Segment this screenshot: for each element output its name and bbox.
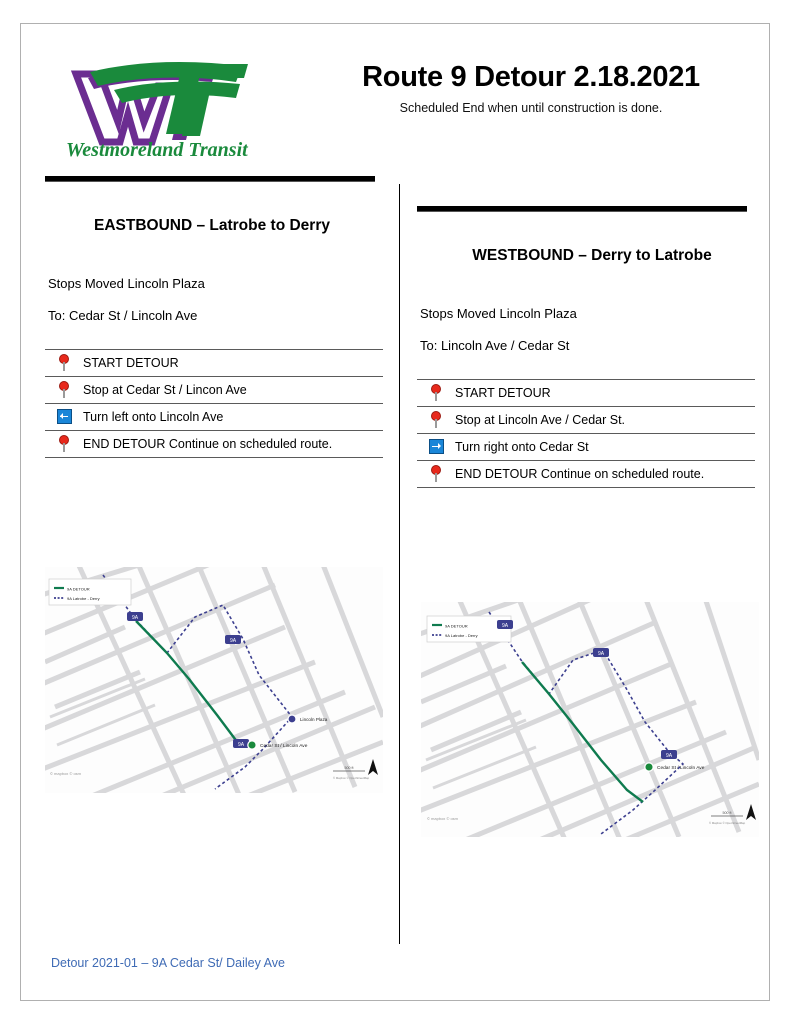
svg-text:9A: 9A [229,637,237,644]
map-attribution: © mapbox © osm [50,771,82,776]
column-divider [399,184,400,944]
footer-reference: Detour 2021-01 – 9A Cedar St/ Dailey Ave [51,956,285,970]
legend-label-route: 9A Latrobe - Derry [67,596,100,601]
map-pin-icon [58,381,70,398]
page-title: Route 9 Detour 2.18.2021 [362,61,700,93]
table-row [417,434,755,461]
turn-left-icon [57,409,72,424]
westbound-detour-map [421,602,759,837]
table-row [45,431,383,458]
route-shield [127,612,143,621]
map-pin-icon [430,384,442,401]
svg-text:© Mapbox © OpenStreetMap: © Mapbox © OpenStreetMap [333,776,370,780]
step-label: START DETOUR [455,380,755,407]
step-icon-cell [417,434,455,461]
route-shield [225,635,241,644]
step-icon-cell [417,380,455,407]
step-icon-cell [45,404,83,431]
legend-label-route: 9A Latrobe - Derry [445,633,478,638]
section-rule [45,176,375,182]
svg-text:9A: 9A [597,650,605,657]
westbound-heading: WESTBOUND – Derry to Latrobe [472,247,712,264]
eastbound-moved-to: To: Cedar St / Lincoln Ave [48,308,198,323]
step-icon-cell [45,431,83,458]
svg-text:500 ft: 500 ft [344,766,354,770]
step-icon-cell [417,461,455,488]
step-icon-cell [417,407,455,434]
step-label: Turn right onto Cedar St [455,434,755,461]
route-shield [497,620,513,629]
eastbound-stops-moved: Stops Moved Lincoln Plaza [48,276,205,291]
map-attribution: © mapbox © osm [427,816,459,821]
svg-text:9A: 9A [237,741,245,748]
map-pin-icon [58,435,70,452]
step-label: Turn left onto Lincoln Ave [83,404,383,431]
stop-label: Cedar St / Lincoln Ave [260,744,308,749]
westbound-column [417,206,757,488]
title-block [321,61,741,115]
table-row [45,377,383,404]
step-label: START DETOUR [83,350,383,377]
legend-label-detour: 9A DETOUR [67,586,90,592]
section-rule [417,206,747,212]
westbound-moved-to: To: Lincoln Ave / Cedar St [420,338,570,353]
route-shield [233,739,249,748]
table-row [417,380,755,407]
document-header [21,24,769,164]
page-subtitle: Scheduled End when until construction is done. [399,101,663,115]
route-shield [593,648,609,657]
westbound-steps-table [417,379,755,488]
stop-marker-lincoln-plaza [288,715,328,723]
map-pin-icon [58,354,70,371]
eastbound-column [45,176,385,458]
table-row [45,404,383,431]
step-label: END DETOUR Continue on scheduled route. [83,431,383,458]
stop-label: Lincoln Plaza [300,717,328,722]
map-canvas [421,602,759,837]
map-legend [427,616,511,642]
westmoreland-transit-logo [66,56,296,161]
step-icon-cell [45,350,83,377]
turn-right-icon [429,439,444,454]
svg-text:© Mapbox © OpenStreetMap: © Mapbox © OpenStreetMap [709,821,746,825]
map-pin-icon [430,465,442,482]
table-row [45,350,383,377]
stop-label: Cedar St / Lincoln Ave [657,766,705,771]
legend-label-detour: 9A DETOUR [445,623,468,629]
table-row [417,461,755,488]
eastbound-steps-table [45,349,383,458]
route-shield [661,750,677,759]
westbound-stops-moved: Stops Moved Lincoln Plaza [420,306,577,321]
step-icon-cell [45,377,83,404]
map-pin-icon [430,411,442,428]
map-legend [49,579,131,605]
logo-artwork [66,56,296,161]
svg-text:9A: 9A [501,622,509,629]
step-label: Stop at Lincoln Ave / Cedar St. [455,407,755,434]
svg-text:500 ft: 500 ft [722,811,732,815]
svg-text:9A: 9A [131,614,139,621]
page-sheet [20,23,770,1001]
logo-wordmark: Westmoreland Transit [66,139,248,161]
step-label: Stop at Cedar St / Lincon Ave [83,377,383,404]
step-label: END DETOUR Continue on scheduled route. [455,461,755,488]
svg-text:9A: 9A [665,752,673,759]
map-canvas [45,567,383,793]
eastbound-detour-map [45,567,383,793]
table-row [417,407,755,434]
eastbound-heading: EASTBOUND – Latrobe to Derry [94,217,330,234]
